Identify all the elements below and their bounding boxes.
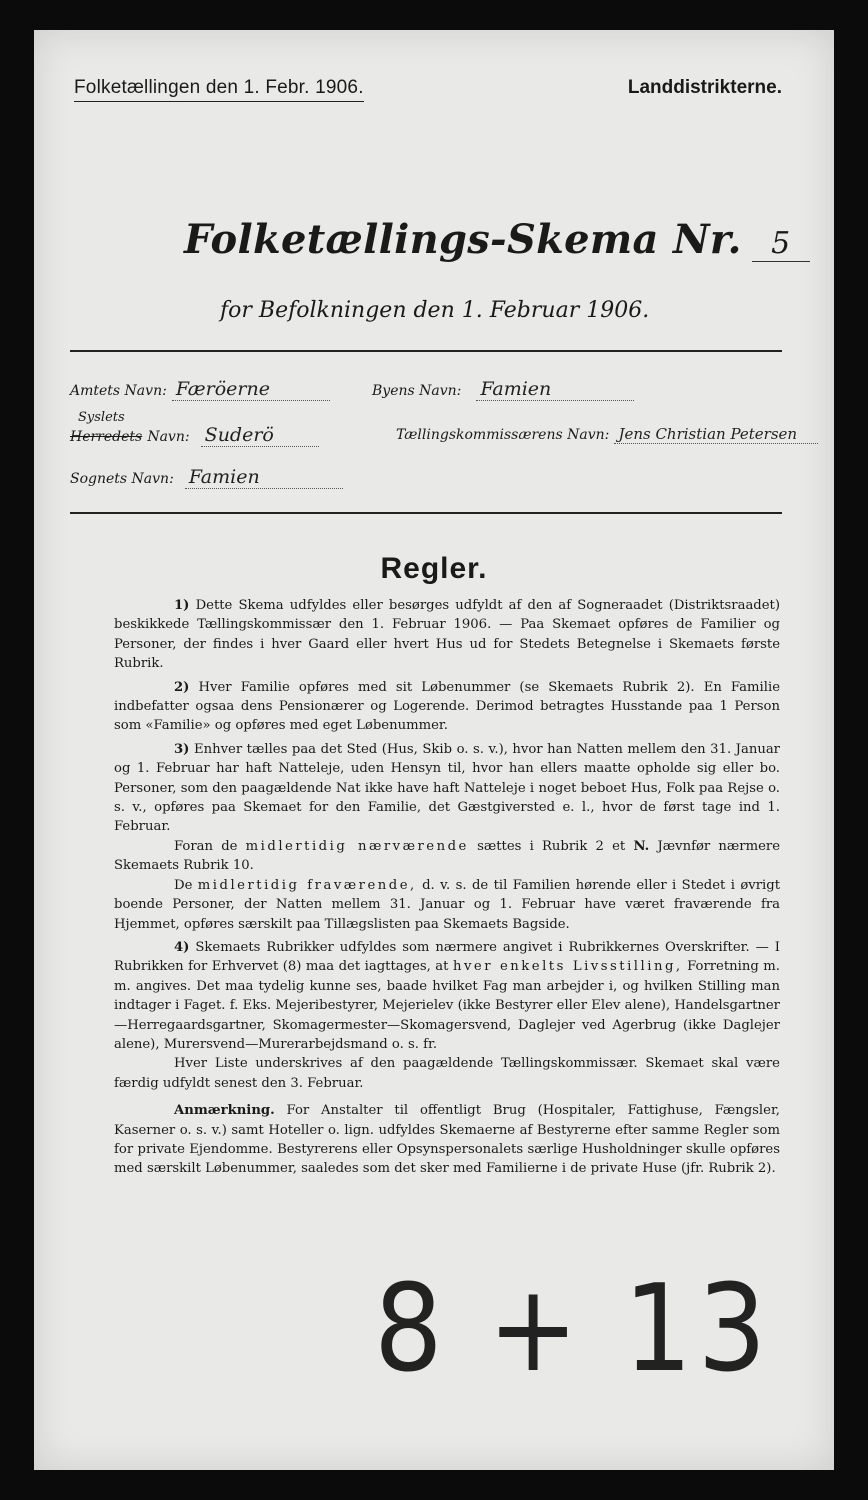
form-subtitle: for Befolkningen den 1. Februar 1906. [220,298,650,323]
form-number: 5 [752,226,810,262]
header-district-type: Landdistrikterne. [627,77,782,98]
sogn-value: Famien [185,466,343,489]
byen-field [372,378,634,401]
rule-3-temporary-absent: De midlertidig fraværende, d. v. s. de til Familien hørende eller i Stedet i øvrigt boende Personer, der Natten mellem 31. Januar og 1. Februar have været fraværende fra Hjemmet, opføres særskilt paa Tillægslisten paa Skemaets Bagside. [114,877,780,932]
syssel-handwritten: Syslets [78,410,125,425]
herred-struck-label: Herredets [70,429,143,445]
kommissaer-label: Tællingskommissærens Navn: [396,427,610,443]
rule-3: 3) Enhver tælles paa det Sted (Hus, Skib o. s. v.), hvor han Natten mellem den 31. Januar og 1. Februar har haft Natteleje, uden Hensyn til, hvor han ellers maatte opholde sig eller bo. Personer, som den paagældende Nat ikke have haft Natteleje i noget beboet Hus, Folk paa Rejse o. s. v., opføres paa Skemaet for den Familie, det Gæstgiversted e. l., hvor de først tage ind 1. Februar. [114,741,780,835]
sogn-label: Sognets Navn: [70,471,174,487]
amt-field [70,378,330,401]
rules-body [114,596,780,1183]
byen-label: Byens Navn: [372,383,462,399]
header-census-date: Folketællingen den 1. Febr. 1906. [74,77,364,102]
form-title [184,216,810,263]
rule-3-temporary-present: Foran de midlertidig nærværende sættes i Rubrik 2 et N. Jævnfør nærmere Skemaets Rubrik 10. [114,838,781,874]
sogn-field [70,466,343,489]
amt-value: Færöerne [172,378,330,401]
kommissaer-field [396,424,818,444]
census-form-page [34,30,834,1470]
kommissaer-value: Jens Christian Petersen [614,425,818,444]
rules-heading: Regler. [380,552,488,585]
byen-value: Famien [476,378,634,401]
divider-top [70,350,782,352]
herred-field [70,424,319,447]
rule-note: Anmærkning. For Anstalter til offentligt Brug (Hospitaler, Fattighuse, Fængsler, Kaserner o. s. v.) samt Hoteller o. lign. udfyldes Skemaerne af Bestyrerne efter samme Regler som for private Ejendomme. Bestyrerens eller Opsynspersonalets særlige Husholdninger skulle opføres med særskilt Løbenummer, saaledes som det sker med Familierne i de private Huse (jfr. Rubrik 2). [114,1103,780,1177]
rule-4-signature: Hver Liste underskrives af den paagældende Tællingskommissær. Skemaet skal være færdig udfyldt senest den 3. Februar. [114,1056,780,1091]
form-title-text: Folketællings-Skema Nr. [184,216,742,263]
handwritten-count: 8 + 13 [374,1260,772,1399]
divider-bottom [70,512,782,514]
herred-label: Navn: [147,429,190,445]
herred-value: Suderö [201,424,319,447]
amt-label: Amtets Navn: [70,383,167,399]
rule-2: 2) Hver Familie opføres med sit Løbenummer (se Skemaets Rubrik 2). En Familie indbefatter ogsaa dens Pensionærer og Logerende. Derimod betragtes Husstande paa 1 Person som «Familie» og opføres med eget Løbenummer. [114,679,780,734]
rule-4: 4) Skemaets Rubrikker udfyldes som nærmere angivet i Rubrikkernes Overskrifter. — I Rubrikken for Erhvervet (8) maa det iagttages, at hver enkelts Livsstilling, Forretning m. m. angives. Det maa tydelig kunne ses, baade hvilket Fag man arbejder i, og hvilken Stilling man indtager i Faget. f. Eks. Mejeribestyrer, Mejerielev (ikke Bestyrer eller Elev alene), Handelsgartner—Herregaardsgartner, Skomagermester—Skomagersvend, Daglejer ved Agerbrug (ikke Daglejer alene), Murersvend—Murerarbejdsmand o. s. fr. [114,939,780,1052]
rule-1: 1) Dette Skema udfyldes eller besørges udfyldt af den af Sogneraadet (Distriktsraadet) beskikkede Tællingskommissær den 1. Februar 1906. — Paa Skemaet opføres de Familier og Personer, der findes i hver Gaard eller hvert Hus ud for Stedets Betegnelse i Skemaets første Rubrik. [114,598,780,672]
